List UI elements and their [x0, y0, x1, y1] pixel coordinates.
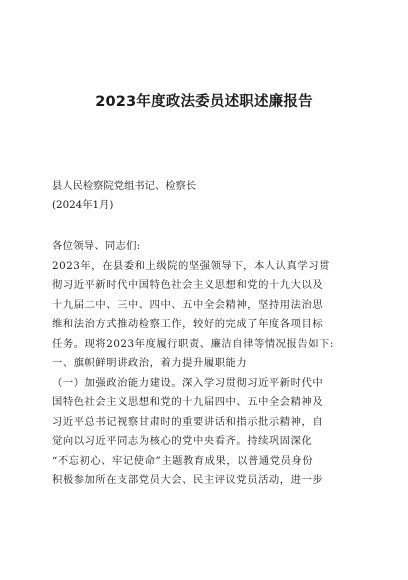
body-line: 觉向以习近平同志为核心的党中央看齐。持续巩固深化 [52, 435, 313, 447]
greeting: 各位领导、同志们: [52, 240, 141, 252]
author-line: 县人民检察院党组书记、检察长 [52, 180, 197, 192]
body-line: 2023年，在县委和上级院的坚强领导下，本人认真学习贯 [52, 259, 330, 272]
body-line: 任务。现将2023年度履行职责、廉洁自律等情况报告如下: [52, 337, 334, 350]
date-line: (2024年1月) [52, 199, 114, 211]
body-line: 维和法治方式推动检察工作，较好的完成了年度各项目标 [52, 318, 324, 330]
report-body [52, 237, 352, 491]
document-title: 2023年度政法委员述职述廉报告 [95, 94, 313, 110]
body-line: 彻习近平新时代中国特色社会主义思想和党的十九大以及 [52, 279, 324, 291]
body-line: 国特色社会主义思想和党的十九届四中、五中全会精神及 [52, 396, 324, 408]
section-heading: 一、旗帜鲜明讲政治，着力提升履职能力 [52, 357, 248, 369]
body-line: （一）加强政治能力建设。深入学习贯彻习近平新时代中 [52, 376, 324, 389]
body-line: 积极参加所在支部党员大会、民主评议党员活动，进一步 [52, 474, 324, 486]
body-line: 习近平总书记视察甘肃时的重要讲话和指示批示精神，自 [52, 415, 324, 428]
body-line: 十九届二中、三中、四中、五中全会精神，坚持用法治思 [52, 298, 324, 311]
body-line: “不忘初心、牢记使命”主题教育成果，以普通党员身份 [52, 454, 314, 467]
